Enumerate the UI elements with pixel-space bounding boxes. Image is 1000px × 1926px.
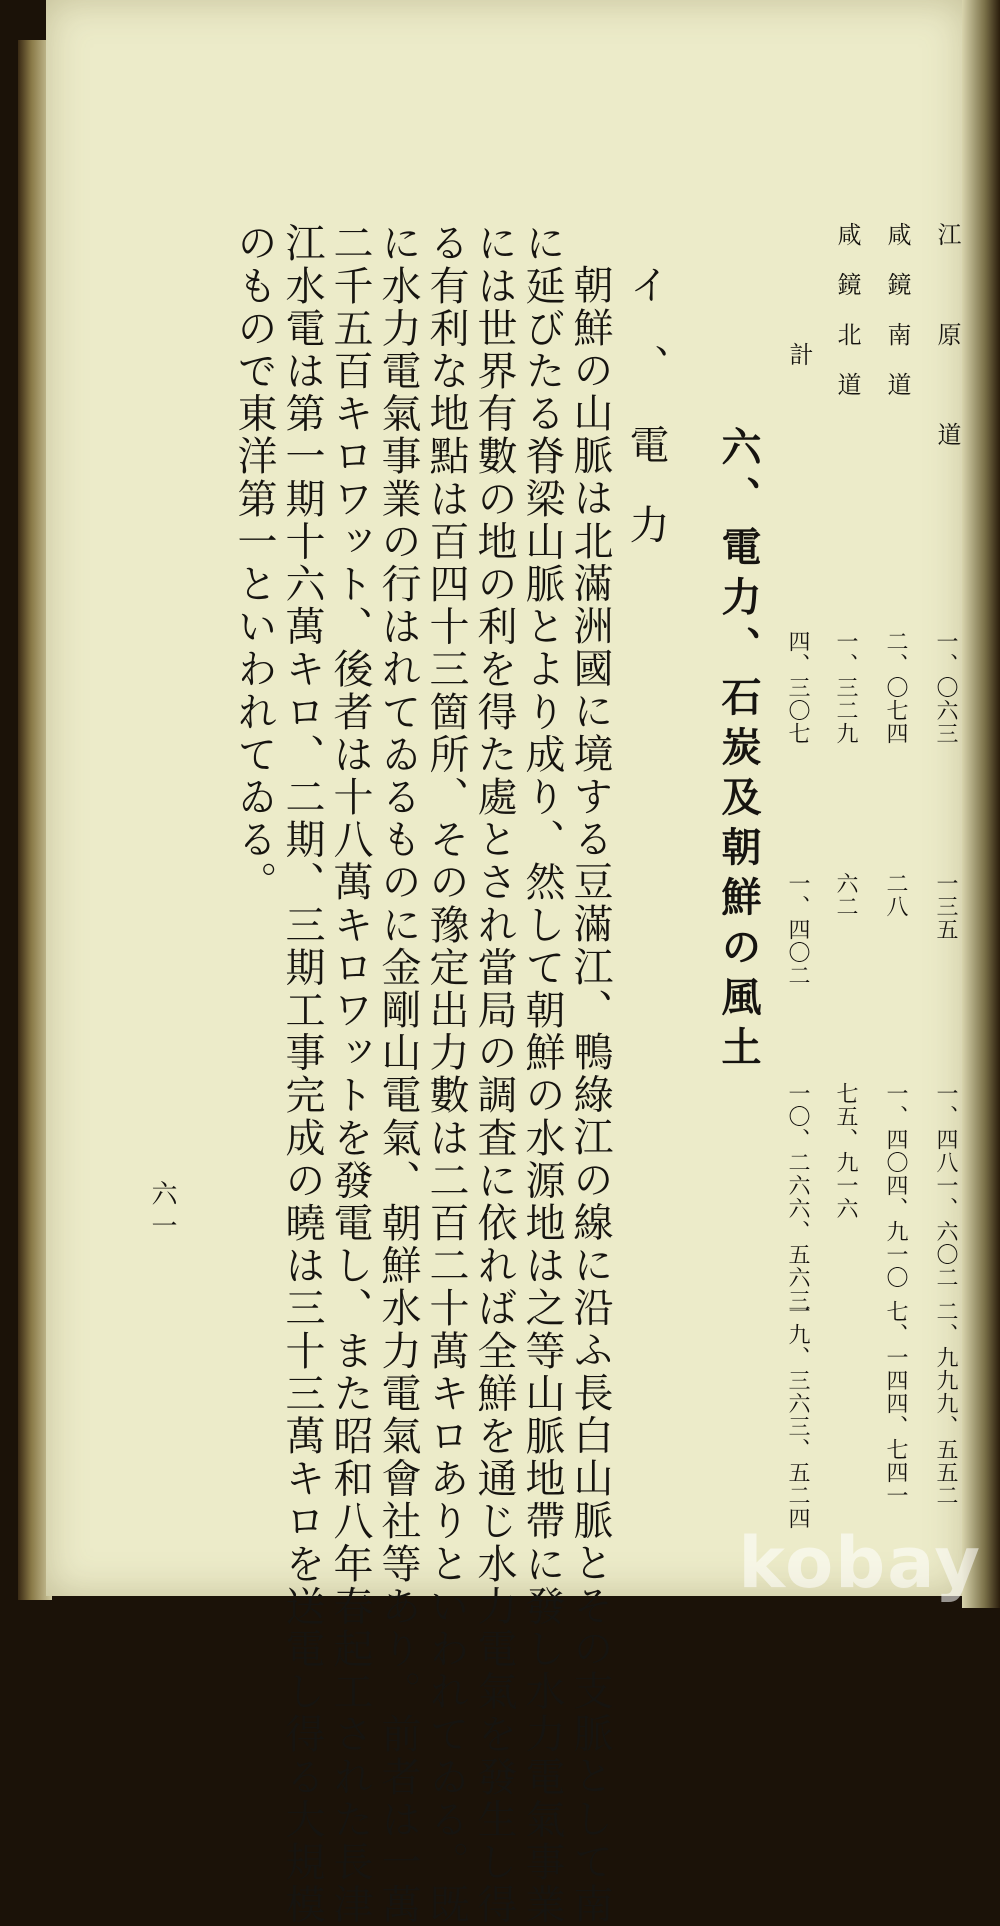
table-cell: 七、一四四、七四一 xyxy=(883,1300,908,1507)
table-cell: 一〇、二六六、五六三 xyxy=(785,1082,810,1312)
table-cell: 一、〇六三 xyxy=(933,630,958,745)
table-row-label: 江 原 道 xyxy=(933,222,961,472)
body-text-column: 朝鮮の山脈は北滿洲國に境する豆滿江、鴨綠江の線に沿ふ長白山脈とその支脈として南 xyxy=(567,264,613,1926)
body-text-column: 江水電は第一期十六萬キロ、二期、三期工事完成の曉は三十三萬キロを送電し得る大規模 xyxy=(279,222,325,1926)
table-cell: 一、四〇二 xyxy=(785,872,810,987)
body-text-column: に延びたる脊梁山脈とより成り、然して朝鮮の水源地は之等山脈地帶に發し水力電氣事業 xyxy=(519,222,565,1926)
next-page-edge xyxy=(962,0,1000,1608)
table-row-label: 計 xyxy=(785,342,813,392)
table-cell: 一九、三六三、五二四 xyxy=(785,1300,810,1530)
body-text-column: る有利な地點は百四十三箇所、その豫定出力數は二百二十萬キロありといわれてゐる。既 xyxy=(423,222,469,1926)
table-row-label: 咸鏡南道 xyxy=(883,222,911,422)
subsection-heading: イ、電力 xyxy=(623,264,669,584)
body-text-column: のもので東洋第一といわれてゐる。 xyxy=(231,222,277,904)
table-cell: 一、三二九 xyxy=(833,630,858,745)
table-cell: 二、九九九、五五二 xyxy=(933,1300,958,1507)
body-text-column: 二千五百キロワット、後者は十八萬キロワットを發電し、また昭和八年春起工された長津 xyxy=(327,222,373,1926)
book-page xyxy=(46,0,966,1926)
table-cell: 六二 xyxy=(833,872,858,918)
table-row-label: 咸鏡北道 xyxy=(833,222,861,422)
section-heading: 六、電力、石炭及朝鮮の風土 xyxy=(715,426,761,1076)
watermark-logo: kobay xyxy=(738,1522,982,1604)
table-cell: 二、〇七四 xyxy=(883,630,908,745)
page-number: 六一 xyxy=(147,1180,177,1244)
table-cell: 二八 xyxy=(883,872,908,918)
body-text-column: に水力電氣事業の行はれてゐるものに金剛山電氣、朝鮮水力電氣會社等あり。前者は一萬 xyxy=(375,222,421,1926)
table-cell: 一、四〇四、九一〇 xyxy=(883,1082,908,1289)
body-text-column: には世界有數の地の利を得た處とされ當局の調査に依れば全鮮を通じ水力電氣を發生し得 xyxy=(471,222,517,1926)
table-cell: 一三五 xyxy=(933,872,958,941)
table-cell: 一、四八一、六〇二 xyxy=(933,1082,958,1289)
table-cell: 七五、九一六 xyxy=(833,1082,858,1220)
table-cell: 四、三〇七 xyxy=(785,630,810,745)
